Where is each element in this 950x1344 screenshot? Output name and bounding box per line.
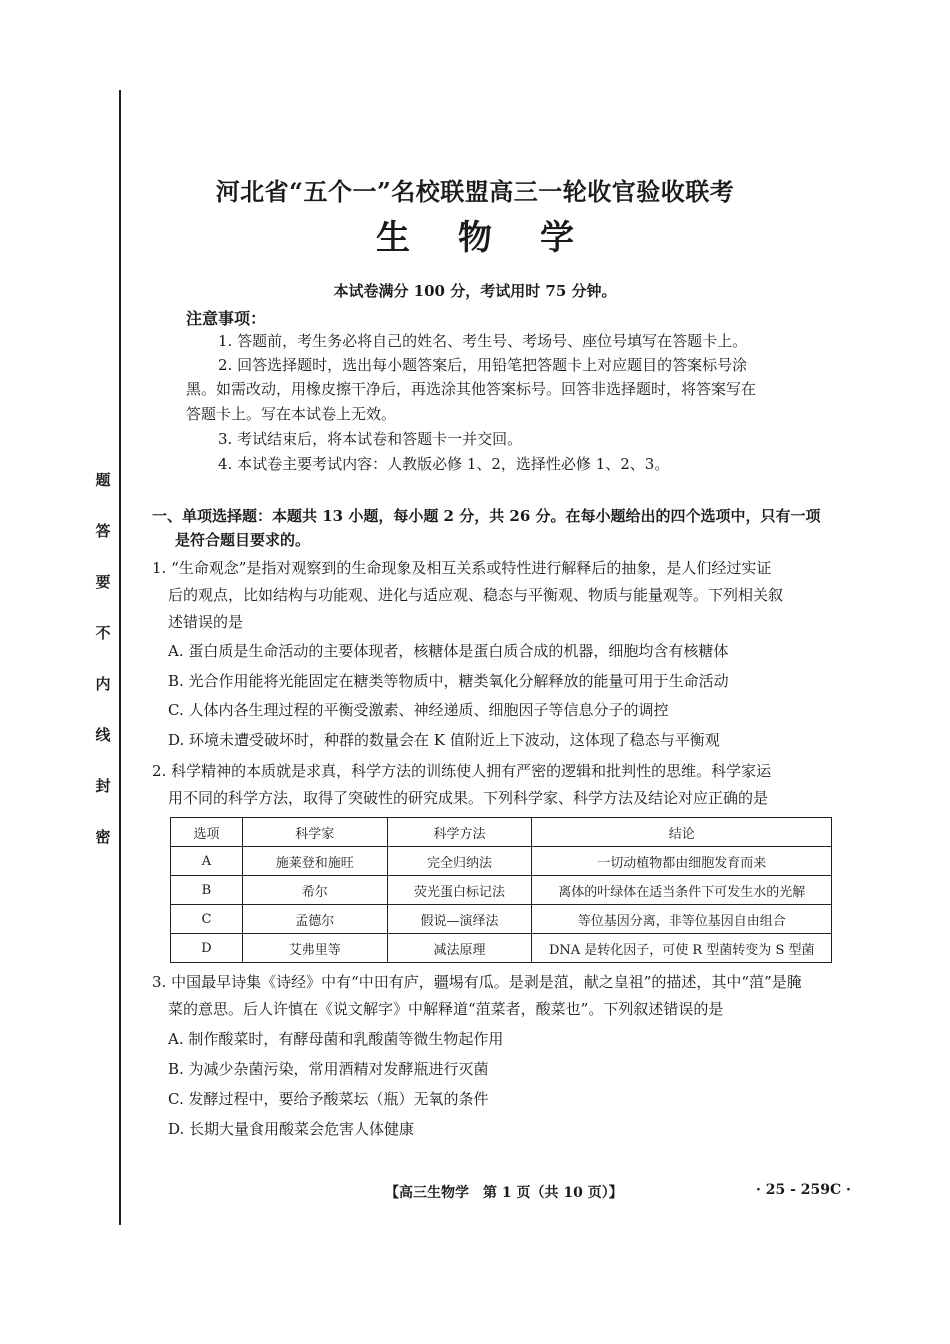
page-footer: 【高三生物学 第 1 页（共 10 页）】	[385, 1185, 623, 1201]
table-cell: 完全归纳法	[387, 847, 532, 876]
table-cell: 荧光蛋白标记法	[387, 876, 532, 905]
notice-item: 答题卡上。写在本试卷上无效。	[186, 405, 397, 423]
margin-char: 不	[95, 624, 111, 642]
subject-title: 生物学	[376, 218, 622, 258]
q3-option-a: A. 制作酸菜时，有酵母菌和乳酸菌等微生物起作用	[168, 1030, 504, 1048]
table-cell: 假说—演绎法	[387, 905, 532, 934]
table-header: 选项	[171, 818, 243, 847]
q1-option-c: C. 人体内各生理过程的平衡受激素、神经递质、细胞因子等信息分子的调控	[168, 701, 669, 719]
q3-stem: 3. 中国最早诗集《诗经》中有“中田有庐，疆埸有瓜。是剥是菹，献之皇祖”的描述，其中“菹”是腌	[152, 973, 802, 991]
q1-stem: 述错误的是	[168, 613, 244, 631]
section-heading-cont: 是符合题目要求的。	[175, 531, 311, 549]
margin-char: 答	[95, 522, 111, 540]
table-cell: 孟德尔	[242, 905, 387, 934]
q2-stem: 2. 科学精神的本质就是求真，科学方法的训练使人拥有严密的逻辑和批判性的思维。科学家运	[152, 762, 772, 780]
table-header-row	[171, 818, 832, 847]
table-row	[171, 876, 832, 905]
q2-stem: 用不同的科学方法，取得了突破性的研究成果。下列科学家、科学方法及结论对应正确的是	[168, 789, 769, 807]
table-cell: 希尔	[242, 876, 387, 905]
table-header: 结论	[532, 818, 832, 847]
table-cell: 艾弗里等	[242, 934, 387, 963]
q1-option-a: A. 蛋白质是生命活动的主要体现者，核糖体是蛋白质合成的机器，细胞均含有核糖体	[168, 642, 729, 660]
margin-char: 要	[95, 573, 111, 591]
margin-char: 线	[95, 726, 111, 744]
q1-stem: 1. “生命观念”是指对观察到的生命现象及相互关系或特性进行解释后的抽象，是人们经过实证	[152, 559, 772, 577]
q3-stem: 菜的意思。后人许慎在《说文解字》中解释道“菹菜者，酸菜也”。下列叙述错误的是	[168, 1000, 724, 1018]
table-cell: A	[171, 847, 243, 876]
table-row	[171, 934, 832, 963]
table-cell: B	[171, 876, 243, 905]
table-cell: C	[171, 905, 243, 934]
notice-item: 3. 考试结束后，将本试卷和答题卡一并交回。	[218, 430, 523, 448]
table-header: 科学家	[242, 818, 387, 847]
q1-option-d: D. 环境未遭受破坏时，种群的数量会在 K 值附近上下波动，这体现了稳态与平衡观	[168, 731, 720, 749]
notice-item: 1. 答题前，考生务必将自己的姓名、考生号、考场号、座位号填写在答题卡上。	[218, 332, 748, 350]
q1-option-b: B. 光合作用能将光能固定在糖类等物质中，糖类氧化分解释放的能量可用于生命活动	[168, 672, 729, 690]
q3-option-b: B. 为减少杂菌污染，常用酒精对发酵瓶进行灭菌	[168, 1060, 489, 1078]
q1-stem: 后的观点，比如结构与功能观、进化与适应观、稳态与平衡观、物质与能量观等。下列相关叙	[168, 586, 784, 604]
q2-table	[170, 817, 832, 963]
table-cell: 等位基因分离，非等位基因自由组合	[532, 905, 832, 934]
table-cell: 施莱登和施旺	[242, 847, 387, 876]
margin-char: 内	[95, 675, 111, 693]
table-cell: DNA 是转化因子，可使 R 型菌转变为 S 型菌	[532, 934, 832, 963]
notice-heading: 注意事项：	[186, 309, 267, 328]
notice-item: 4. 本试卷主要考试内容：人教版必修 1、2，选择性必修 1、2、3。	[218, 455, 670, 473]
exam-intro: 本试卷满分 100 分，考试用时 75 分钟。	[333, 282, 617, 300]
table-cell: 减法原理	[387, 934, 532, 963]
notice-item: 2. 回答选择题时，选出每小题答案后，用铅笔把答题卡上对应题目的答案标号涂	[218, 356, 748, 374]
table-header: 科学方法	[387, 818, 532, 847]
table-row	[171, 847, 832, 876]
exam-title: 河北省“五个一”名校联盟高三一轮收官验收联考	[215, 177, 735, 206]
paper-code: · 25 - 259C ·	[756, 1182, 851, 1198]
q3-option-c: C. 发酵过程中，要给予酸菜坛（瓶）无氧的条件	[168, 1090, 489, 1108]
section-heading: 一、单项选择题：本题共 13 小题，每小题 2 分，共 26 分。在每小题给出的四个选项中，只有一项	[152, 507, 821, 525]
margin-char: 密	[95, 828, 111, 846]
binding-margin-line	[119, 90, 121, 1225]
margin-char: 封	[95, 777, 111, 795]
binding-margin-text	[92, 470, 114, 847]
table-row	[171, 905, 832, 934]
table-cell: 离体的叶绿体在适当条件下可发生水的光解	[532, 876, 832, 905]
table-cell: D	[171, 934, 243, 963]
margin-char: 题	[95, 471, 111, 489]
table-cell: 一切动植物都由细胞发育而来	[532, 847, 832, 876]
q3-option-d: D. 长期大量食用酸菜会危害人体健康	[168, 1120, 415, 1138]
notice-item: 黑。如需改动，用橡皮擦干净后，再选涂其他答案标号。回答非选择题时，将答案写在	[186, 380, 757, 398]
